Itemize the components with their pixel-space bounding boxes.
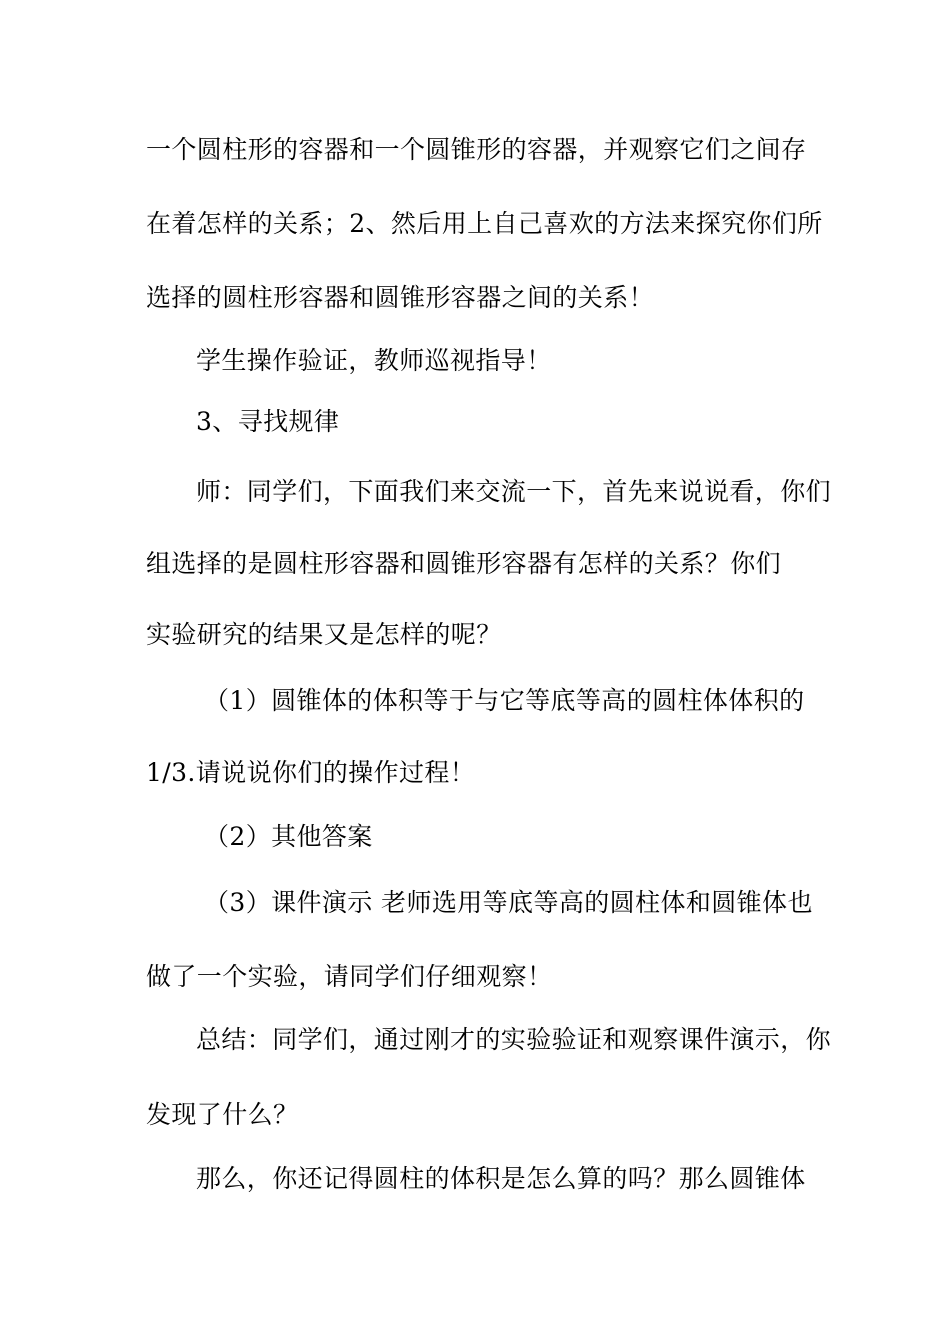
paragraph-line: 一个圆柱形的容器和一个圆锥形的容器，并观察它们之间存 xyxy=(146,135,807,164)
paragraph-line: 实验研究的结果又是怎样的呢？ xyxy=(146,620,502,649)
paragraph-line: 在着怎样的关系；2、然后用上自己喜欢的方法来探究你们所 xyxy=(146,209,823,238)
section-heading: 3、寻找规律 xyxy=(196,407,340,436)
paragraph-line: 组选择的是圆柱形容器和圆锥形容器有怎样的关系？你们 xyxy=(146,549,782,578)
paragraph-line: 选择的圆柱形容器和圆锥形容器之间的关系！ xyxy=(146,283,655,312)
paragraph-line: 做了一个实验，请同学们仔细观察！ xyxy=(146,962,553,991)
paragraph-line: 师：同学们，下面我们来交流一下，首先来说说看，你们 xyxy=(196,477,832,506)
paragraph-line: 总结：同学们，通过刚才的实验验证和观察课件演示，你 xyxy=(196,1025,832,1054)
paragraph-line: （3）课件演示 老师选用等底等高的圆柱体和圆锥体也 xyxy=(204,888,813,917)
paragraph-line: 发现了什么？ xyxy=(146,1100,299,1129)
paragraph-line: （1）圆锥体的体积等于与它等底等高的圆柱体体积的 xyxy=(204,686,805,715)
paragraph-line: 那么，你还记得圆柱的体积是怎么算的吗？那么圆锥体 xyxy=(196,1164,806,1193)
paragraph-line: （2）其他答案 xyxy=(204,822,373,851)
paragraph-line: 1/3.请说说你们的操作过程！ xyxy=(146,758,476,787)
paragraph-line: 学生操作验证，教师巡视指导！ xyxy=(196,346,552,375)
